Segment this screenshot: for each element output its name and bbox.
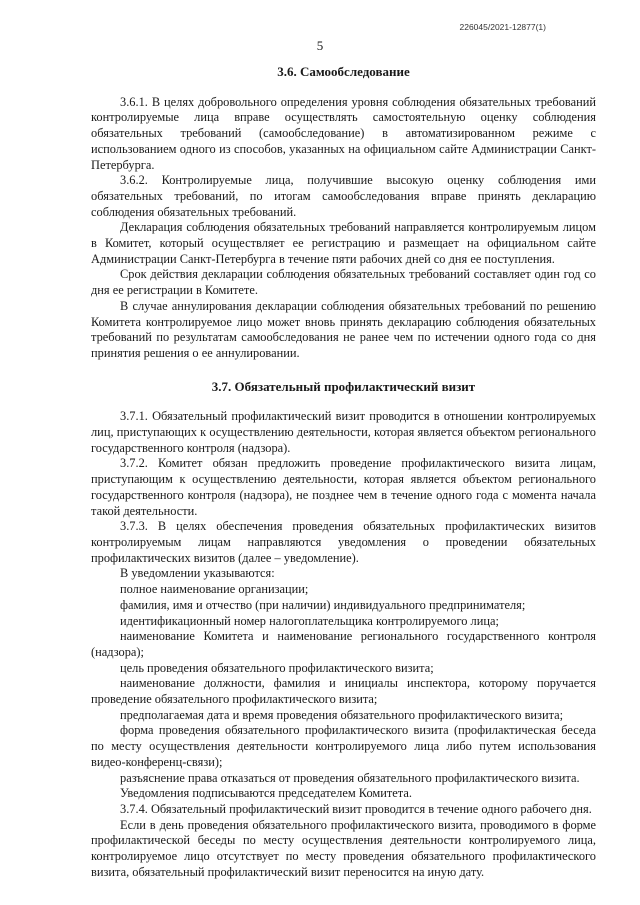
section-3-7-title: 3.7. Обязательный профилактический визит — [211, 378, 476, 394]
paragraph: В уведомлении указываются: — [120, 566, 275, 581]
paragraph: Уведомления подписываются председателем Комитета. — [120, 786, 412, 801]
list-item: предполагаемая дата и время проведения обязательного профилактического визита; — [120, 707, 564, 722]
paragraph: Декларация соблюдения обязательных требований направляется контролируемым лицом в Комитет, который осуществляет ее регистрацию и размещает на официальном сайте Администрации Санкт-Петербурга в течение пяти рабочих дней со дня ее поступления. — [91, 220, 596, 266]
section-3-6-body — [91, 95, 596, 362]
paragraph: В случае аннулирования декларации соблюдения обязательных требований по решению Комитета контролируемое лицо может вновь принять декларацию соблюдения обязательных требований по результатам самообследования не ранее чем по истечении одного года со дня принятия решения о ее аннулировании. — [91, 298, 596, 360]
paragraph: Срок действия декларации соблюдения обязательных требований составляет один год со дня ее регистрации в Комитете. — [91, 267, 596, 298]
list-item: разъяснение права отказаться от проведения обязательного профилактического визита. — [120, 770, 580, 785]
document-body — [91, 62, 596, 880]
paragraph: Если в день проведения обязательного профилактического визита, проводимого в форме профилактической беседы по месту осуществления деятельности контролируемого лица, контролируемое лицо отсутствует по месту проведения обязательного профилактического визита, обязательный профилактический визит переносится на иную дату. — [91, 817, 596, 879]
list-item: идентификационный номер налогоплательщика контролируемого лица; — [120, 613, 499, 628]
paragraph: 3.7.4. Обязательный профилактический визит проводится в течение одного рабочего дня. — [120, 801, 592, 816]
list-item: полное наименование организации; — [120, 582, 309, 597]
paragraph: 3.6.2. Контролируемые лица, получившие высокую оценку соблюдения ими обязательных требований, по итогам самообследования вправе принять декларацию соблюдения обязательных требований. — [91, 173, 596, 219]
page-number: 5 — [316, 38, 324, 53]
paragraph: 3.7.2. Комитет обязан предложить проведение профилактического визита лицам, приступающим к осуществлению деятельности, которая является объектом регионального государственного контроля (надзора), не позднее чем в течение одного года с момента начала такой деятельности. — [91, 456, 596, 518]
list-item: цель проведения обязательного профилактического визита; — [120, 660, 434, 675]
list-item: наименование должности, фамилия и инициалы инспектора, которому поручается проведение обязательного профилактического визита; — [91, 676, 596, 707]
list-item: форма проведения обязательного профилактического визита (профилактическая беседа по месту осуществления деятельности контролируемого лица либо путем использования видео-конференц-связи); — [91, 723, 596, 769]
list-item: фамилия, имя и отчество (при наличии) индивидуального предпринимателя; — [120, 597, 526, 612]
document-number: 226045/2021-12877(1) — [459, 22, 546, 32]
paragraph: 3.6.1. В целях добровольного определения уровня соблюдения обязательных требований контролируемые лица вправе осуществлять самостоятельную оценку соблюдения обязательных требований (самообследование) в автоматизированном режиме с использованием одного из способов, указанных на официальном сайте Администрации Санкт-Петербурга. — [91, 94, 596, 172]
section-3-7-body — [91, 409, 596, 880]
paragraph: 3.7.1. Обязательный профилактический визит проводится в отношении контролируемых лиц, приступающих к осуществлению деятельности, которая является объектом регионального государственного контроля (надзора). — [91, 409, 596, 455]
paragraph: 3.7.3. В целях обеспечения проведения обязательных профилактических визитов контролируемым лицам направляются уведомления о проведении обязательных профилактических визитов (далее – уведомление). — [91, 519, 596, 565]
list-item: наименование Комитета и наименование регионального государственного контроля (надзора); — [91, 629, 596, 659]
section-3-6-title: 3.6. Самообследование — [277, 64, 410, 79]
